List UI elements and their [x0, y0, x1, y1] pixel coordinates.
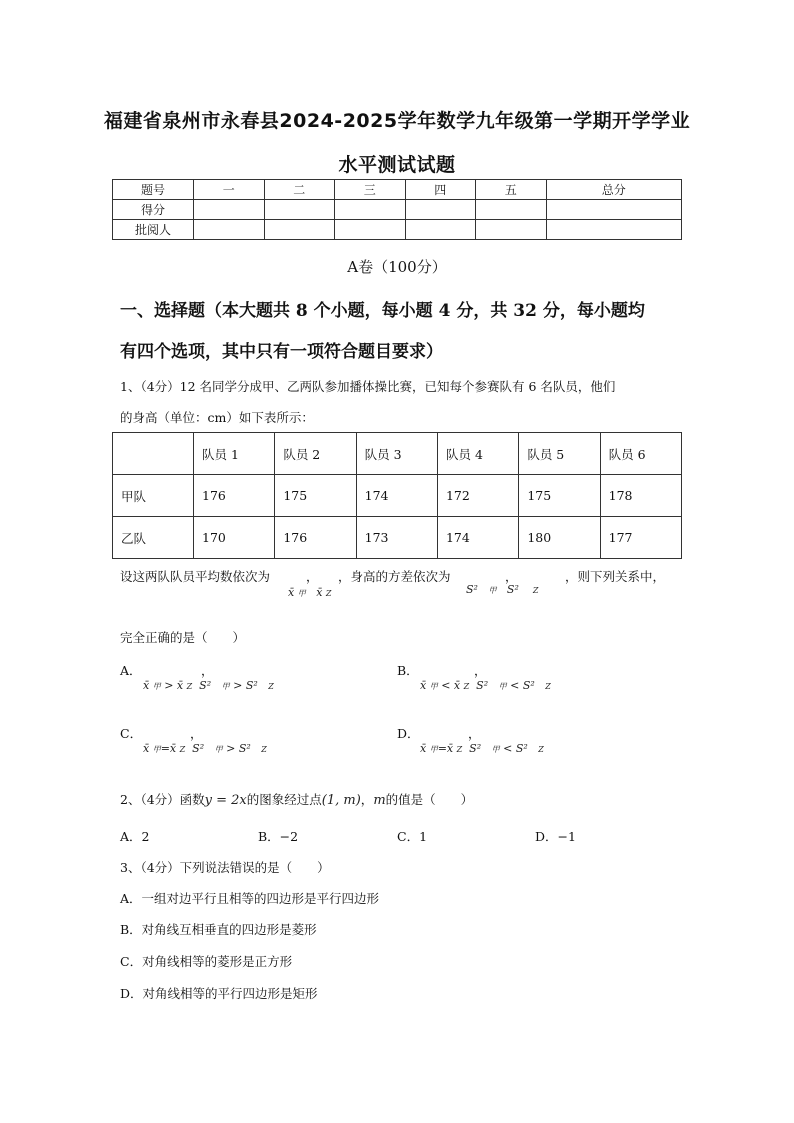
title-line-2: 水平测试试题: [338, 154, 456, 176]
q1-stem-line-3-mid: ，身高的方差依次为: [338, 569, 451, 584]
q2-stem: [120, 790, 473, 808]
q3-option-b[interactable]: B．对角线互相垂直的四边形是菱形: [120, 922, 317, 937]
height-cell: 176: [194, 475, 275, 517]
q2-var: m: [373, 793, 386, 808]
reviewer-cell[interactable]: [476, 220, 547, 240]
title-line-1: 福建省泉州市永春县2024-2025学年数学九年级第一学期开学学业: [103, 110, 691, 132]
option-b-formula: x̄ 甲 < x̄ Z S² 甲 < S² Z: [420, 679, 551, 692]
height-cell: 170: [194, 517, 275, 559]
reviewer-cell[interactable]: [405, 220, 476, 240]
q1-stem-line-1: 1、（4分）12 名同学分成甲、乙两队参加播体操比赛，已知每个参赛队有 6 名队员，他们: [120, 379, 616, 394]
option-a-formula: x̄ 甲 > x̄ Z S² 甲 > S² Z: [143, 679, 274, 692]
q2-option-d[interactable]: D．−1: [535, 829, 576, 844]
q1-stem-line-3-end: ，则下列关系中，: [565, 569, 666, 584]
score-header-cell: 题号: [113, 180, 194, 200]
score-header-cell: 一: [194, 180, 265, 200]
reviewer-cell[interactable]: [264, 220, 335, 240]
q2-option-a[interactable]: A．2: [120, 829, 150, 844]
height-header-cell: 队员 1: [194, 433, 275, 475]
height-cell: 174: [356, 475, 437, 517]
height-cell: 177: [600, 517, 681, 559]
q1-option-b[interactable]: B．: [397, 663, 419, 678]
height-header-cell: 队员 3: [356, 433, 437, 475]
q2-option-b[interactable]: B．−2: [258, 829, 299, 844]
score-header-cell: 三: [335, 180, 406, 200]
height-header-cell: 队员 5: [519, 433, 600, 475]
reviewer-cell[interactable]: [194, 220, 265, 240]
volume-heading: A卷（100分）: [347, 258, 447, 276]
score-table: [112, 179, 682, 240]
height-cell: 176: [275, 517, 356, 559]
team-yi-row: [113, 517, 682, 559]
reviewer-cell[interactable]: [546, 220, 682, 240]
variance-symbols: S² 甲 S² Z: [466, 583, 539, 596]
team-label: 乙队: [113, 517, 194, 559]
team-label: 甲队: [113, 475, 194, 517]
q3-option-d[interactable]: D．对角线相等的平行四边形是矩形: [120, 986, 318, 1001]
comma: ，: [505, 569, 518, 584]
comma: ，: [474, 663, 487, 678]
height-table: [112, 432, 682, 559]
score-cell[interactable]: [194, 200, 265, 220]
height-cell: 174: [437, 517, 518, 559]
option-d-formula: x̄ 甲=x̄ Z S² 甲 < S² Z: [420, 742, 544, 755]
q3-option-a[interactable]: A．一组对边平行且相等的四边形是平行四边形: [120, 891, 380, 906]
comma: ，: [201, 663, 214, 678]
height-header-cell: [113, 433, 194, 475]
score-header-cell: 五: [476, 180, 547, 200]
team-jia-row: [113, 475, 682, 517]
score-row-label: 得分: [113, 200, 194, 220]
height-header-cell: 队员 4: [437, 433, 518, 475]
reviewer-row: [113, 220, 682, 240]
score-cell[interactable]: [335, 200, 406, 220]
section-heading-line-2: 有四个选项，其中只有一项符合题目要求）: [120, 342, 443, 362]
height-header-row: [113, 433, 682, 475]
q1-stem-line-2: 的身高（单位：cm）如下表所示：: [120, 410, 314, 425]
option-c-formula: x̄ 甲=x̄ Z S² 甲 > S² Z: [143, 742, 267, 755]
score-row: [113, 200, 682, 220]
score-header-row: [113, 180, 682, 200]
q3-stem: 3、（4分）下列说法错误的是（ ）: [120, 860, 330, 875]
score-cell[interactable]: [264, 200, 335, 220]
q2-text-a: 2、（4分）函数: [120, 792, 205, 807]
score-header-cell: 总分: [546, 180, 682, 200]
q1-stem-line-3: 设这两队队员平均数依次为: [120, 569, 271, 584]
section-heading-line-1: 一、选择题（本大题共 8 个小题，每小题 4 分，共 32 分，每小题均: [120, 301, 645, 321]
q3-option-c[interactable]: C．对角线相等的菱形是正方形: [120, 954, 293, 969]
height-cell: 180: [519, 517, 600, 559]
q1-option-c[interactable]: C．: [120, 726, 143, 741]
height-header-cell: 队员 2: [275, 433, 356, 475]
q2-formula: y = 2x: [204, 793, 247, 808]
height-cell: 172: [437, 475, 518, 517]
score-header-cell: 二: [264, 180, 335, 200]
height-cell: 175: [519, 475, 600, 517]
q1-option-d[interactable]: D．: [397, 726, 420, 741]
reviewer-cell[interactable]: [335, 220, 406, 240]
comma: ，: [468, 726, 481, 741]
height-header-cell: 队员 6: [600, 433, 681, 475]
comma: ，: [306, 569, 319, 584]
reviewer-row-label: 批阅人: [113, 220, 194, 240]
height-cell: 173: [356, 517, 437, 559]
height-cell: 178: [600, 475, 681, 517]
score-cell[interactable]: [546, 200, 682, 220]
q2-text-b: 的图象经过点: [246, 792, 322, 807]
score-cell[interactable]: [405, 200, 476, 220]
q1-option-a[interactable]: A．: [120, 663, 142, 678]
score-cell[interactable]: [476, 200, 547, 220]
height-cell: 175: [275, 475, 356, 517]
mean-jia-symbol: x̄ 甲 x̄ Z: [288, 586, 332, 599]
q2-text-d: 的值是（ ）: [385, 792, 474, 807]
q2-point: (1, m): [321, 793, 361, 808]
q1-stem-line-4: 完全正确的是（ ）: [120, 630, 246, 645]
comma: ，: [190, 726, 203, 741]
q2-option-c[interactable]: C．1: [397, 829, 428, 844]
q2-text-c: ，: [360, 792, 374, 807]
score-header-cell: 四: [405, 180, 476, 200]
